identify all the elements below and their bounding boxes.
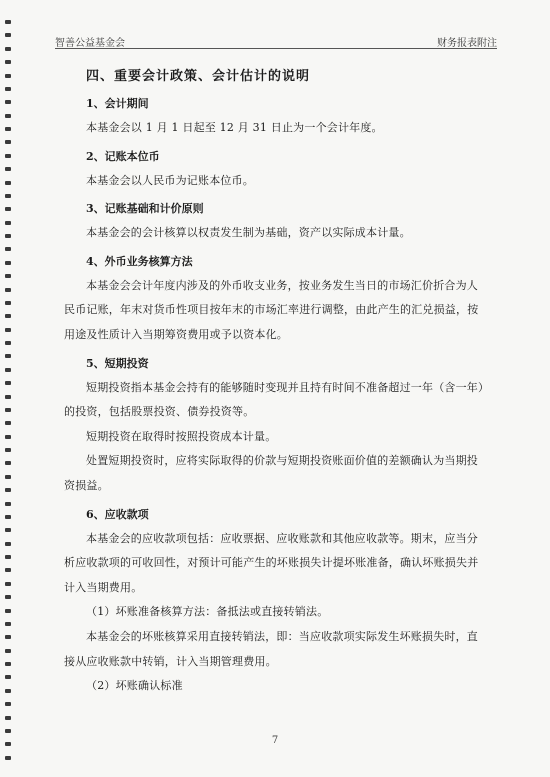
binding-holes (5, 20, 13, 760)
paragraph: 短期投资在取得时按照投资成本计量。 (86, 429, 277, 443)
org-name: 智善公益基金会 (55, 38, 125, 49)
subsection-heading: 3、记账基础和计价原则 (86, 202, 204, 216)
header-divider (55, 48, 497, 49)
subsection-heading: 2、记账本位币 (86, 149, 160, 163)
subsection-heading: 4、外币业务核算方法 (86, 254, 193, 268)
page-number: 7 (271, 735, 279, 746)
subsection-heading: 5、短期投资 (86, 356, 149, 370)
page-header (55, 32, 497, 48)
paragraph: 本基金会的坏账核算采用直接转销法，即：当应收款项实际发生坏账损失时，直接从应收账款中转销，计入当期管理费用。 (64, 629, 478, 668)
document-body (64, 62, 488, 699)
section-title: 四、重要会计政策、会计估计的说明 (86, 69, 311, 84)
section-name: 财务报表附注 (437, 38, 497, 49)
paragraph: （1）坏账准备核算方法：备抵法或直接转销法。 (86, 605, 329, 619)
paragraph: 处置短期投资时，应将实际取得的价款与短期投资账面价值的差额确认为当期投资损益。 (64, 454, 478, 492)
subsection-heading: 6、应收款项 (86, 507, 149, 521)
paragraph: 本基金会的会计核算以权责发生制为基础，资产以实际成本计量。 (86, 226, 411, 240)
paragraph: （2）坏账确认标准 (86, 679, 183, 693)
subsection-heading: 1、会计期间 (86, 97, 149, 110)
paragraph: 本基金会以 1 月 1 日起至 12 月 31 日止为一个会计年度。 (86, 121, 383, 134)
paragraph: 本基金会的应收款项包括：应收票据、应收账款和其他应收款等。期末，应当分析应收款项的可收回性，对预计可能产生的坏账损失计提坏账准备，确认坏账损失并计入当期费用。 (64, 531, 479, 594)
paragraph: 本基金会以人民币为记账本位币。 (86, 173, 254, 187)
paragraph: 短期投资指本基金会持有的能够随时变现并且持有时间不准备超过一年（含一年）的投资，包括股票投资、债券投资等。 (64, 380, 484, 419)
paragraph: 本基金会会计年度内涉及的外币收支业务，按业务发生当日的市场汇价折合为人民币记账，年末对货币性项目按年末的市场汇率进行调整，由此产生的汇兑损益，按用途及性质计入当期筹资费用或予以资本化。 (64, 278, 479, 341)
